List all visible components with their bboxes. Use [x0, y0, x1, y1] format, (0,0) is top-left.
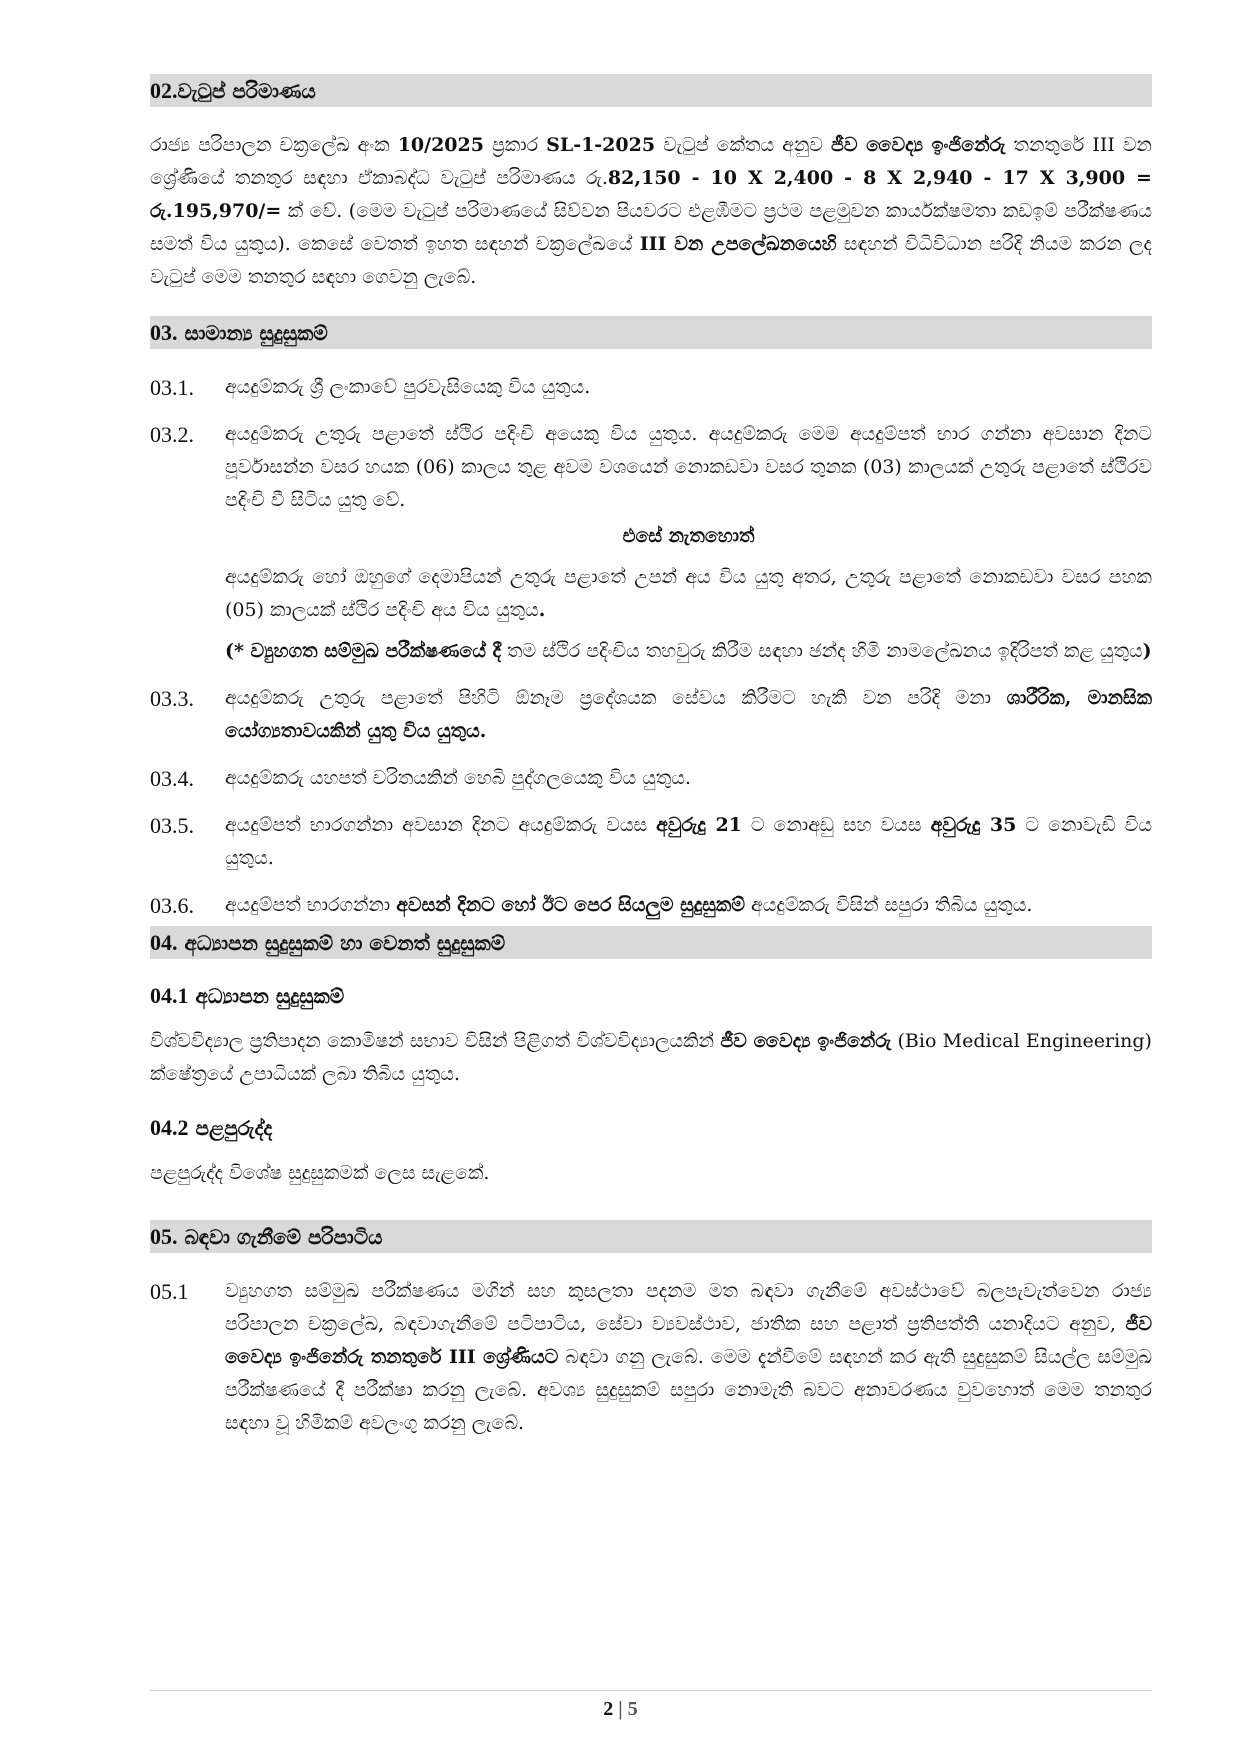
section-heading-recruitment [150, 1220, 1152, 1253]
section-title: වැටුප් පරිමාණය [177, 79, 316, 103]
list-item: 03.4. අයදුම්කරු යහපත් චරිතයකින් හෙබි පුද්ගලයෙකු විය යුතුය. [150, 766, 691, 791]
or-separator: එසේ නැතහොත් [622, 525, 755, 547]
section-heading-education [150, 926, 1152, 959]
salary-paragraph: රාජ්‍ය පරිපාලන චක්‍රලේඛ අංක 10/2025 ප්‍රකාර SL-1-2025 වැටුප් කේතය අනුව ජීව වෛද්‍ය ඉංජිනේරු තනතුරේ III වන ශ්‍රේණියේ තනතුර සඳහා ඒකාබද්ධ වැටුප් පරිමාණය රු.82,150 - 10 X 2,400 - 8 X 2,940 - 17 X 3,900 = රු.195,970/= ක් වේ. (මෙම වැටුප් පරිමාණයේ සිව්වන පියවරට එළඹීමට ප්‍රථම පළමුවන කාර්යක්ෂමතා කඩඉම් පරීක්ෂණය සමත් විය යුතුය). කෙසේ වෙතත් ඉහත සඳහන් චක්‍රලේඛයේ III වන උපලේඛනයෙහි සඳහන් විධිවිධාන පරිදි නියම කරන ලද වැටුප් මෙම තනතුර සඳහා ගෙවනු ලැබේ. [150, 134, 1152, 288]
page-number: 2 | 5 [603, 1698, 638, 1720]
section-number: 05. [150, 1224, 178, 1249]
document-page [150, 74, 1152, 1454]
note: (* ව්‍යුහගත සම්මුඛ පරීක්ෂණයේ දී තම ස්ථිර පදිංචිය තහවුරු කිරීම සඳහා ඡන්ද හිමි නාමලේඛනය ඉදිරිපත් කළ යුතුය) [225, 640, 1152, 662]
section-heading-general-qualifications [150, 316, 1152, 349]
list-item: 05.1 ව්‍යුහගත සම්මුඛ පරීක්ෂණය මගින් සහ කුසලතා පදනම මත බඳවා ගැනීමේ අවස්ථාවේ බලපැවැත්වෙන රාජ්‍ය පරිපාලන චක්‍රලේඛ, බඳවාගැනීමේ පටිපාටිය, සේවා ව්‍යවස්ථාව, ජාතික සහ පළාත් ප්‍රතිපත්ති යනාදියට අනුව, ජීව වෛද්‍ය ඉංජිනේරු තනතුරේ III ශ්‍රේණියට බඳවා ගනු ලැබේ. මෙම දැන්වීමේ සඳහන් කර ඇති සුදුසුකම් සියල්ල සම්මුඛ පරීක්ෂණයේ දී පරීක්ෂා කරනු ලැබේ. අවශ්‍ය සුදුසුකම් සපුරා නොමැති බවට අනාවරණය වුවහොත් මෙම තනතුර සඳහා වූ හිමිකම් අවලංගු කරනු ලැබේ. [150, 1279, 1152, 1434]
section-heading-salary [150, 74, 1152, 107]
section-number: 03. [150, 320, 178, 345]
list-item: 03.2. අයදුම්කරු උතුරු පළාතේ ස්ථිර පදිංචි අයෙකු විය යුතුය. අයදුම්කරු මෙම අයදුම්පත් භාර ගන්නා අවසාන දිනට පූර්වාසන්න වසර හයක (06) කාලය තුළ අවම වශයෙන් නොකඩවා වසර තුනක (03) කාලයක් උතුරු පළාතේ ස්ථිරව පදිංචි වී සිටිය යුතු වේ. එසේ නැතහොත් අයදුම්කරු හෝ ඔහුගේ දෙමාපියන් උතුරු පළාතේ උපන් අය විය යුතු අතර, උතුරු පළාතේ නොකඩවා වසර පහක (05) කාලයක් ස්ථිර පදිංචි අය විය යුතුය. (* ව්‍යුහගත සම්මුඛ පරීක්ෂණයේ දී තම ස්ථිර පදිංචිය තහවුරු කිරීම සඳහා ඡන්ද හිමි නාමලේඛනය ඉදිරිපත් කළ යුතුය) [150, 418, 1152, 668]
subsection-heading: 04.2 පළපුරුද්ද [150, 1115, 273, 1140]
education-paragraph: විශ්වවිද්‍යාල ප්‍රතිපාදන කොමිෂන් සභාව විසින් පිළිගත් විශ්වවිද්‍යාලයකින් ජීව වෛද්‍ය ඉංජිනේරු (Bio Medical Engineering) ක්ෂේත්‍රයේ උපාධියක් ලබා තිබිය යුතුය. [150, 1030, 1152, 1085]
list-item: 03.5. අයදුම්පත් භාරගන්නා අවසාන දිනට අයදුම්කරු වයස අවුරුදු 21 ට නොඅඩු සහ වයස අවුරුදු 35 ට නොවැඩි විය යුතුය. [150, 813, 1152, 869]
section-number: 02. [150, 78, 178, 103]
section-title: අධ්‍යාපන සුදුසුකම් හා වෙනත් සුදුසුකම් [177, 931, 506, 955]
list-item: 03.6. අයදුම්පත් භාරගන්නා අවසන් දිනට හෝ ඊට පෙර සියලුම සුදුසුකම් අයදුම්කරු විසින් සපුරා තිබිය යුතුය. [150, 893, 1033, 918]
section-title: සාමාන්‍ය සුදුසුකම් [184, 321, 328, 345]
subsection-heading: 04.1 අධ්‍යාපන සුදුසුකම් [150, 983, 345, 1008]
list-item: 03.1. අයදුම්කරු ශ්‍රී ලංකාවේ පුරවැසියෙකු විය යුතුය. [150, 375, 591, 400]
footer-rule [150, 1690, 1152, 1691]
section-title: බඳවා ගැනීමේ පරිපාටිය [177, 1225, 383, 1249]
experience-paragraph: පළපුරුද්ද විශේෂ සුදුසුකමක් ලෙස සැළකේ. [150, 1162, 490, 1184]
section-number: 04. [150, 930, 178, 955]
list-item: 03.3. අයදුම්කරු උතුරු පළාතේ පිහිටි ඕනෑම ප්‍රදේශයක සේවය කිරීමට හැකි වන පරිදි මනා ශාරීරික, මානසික යෝග්‍යතාවයකින් යුතු විය යුතුය. [150, 686, 1153, 742]
